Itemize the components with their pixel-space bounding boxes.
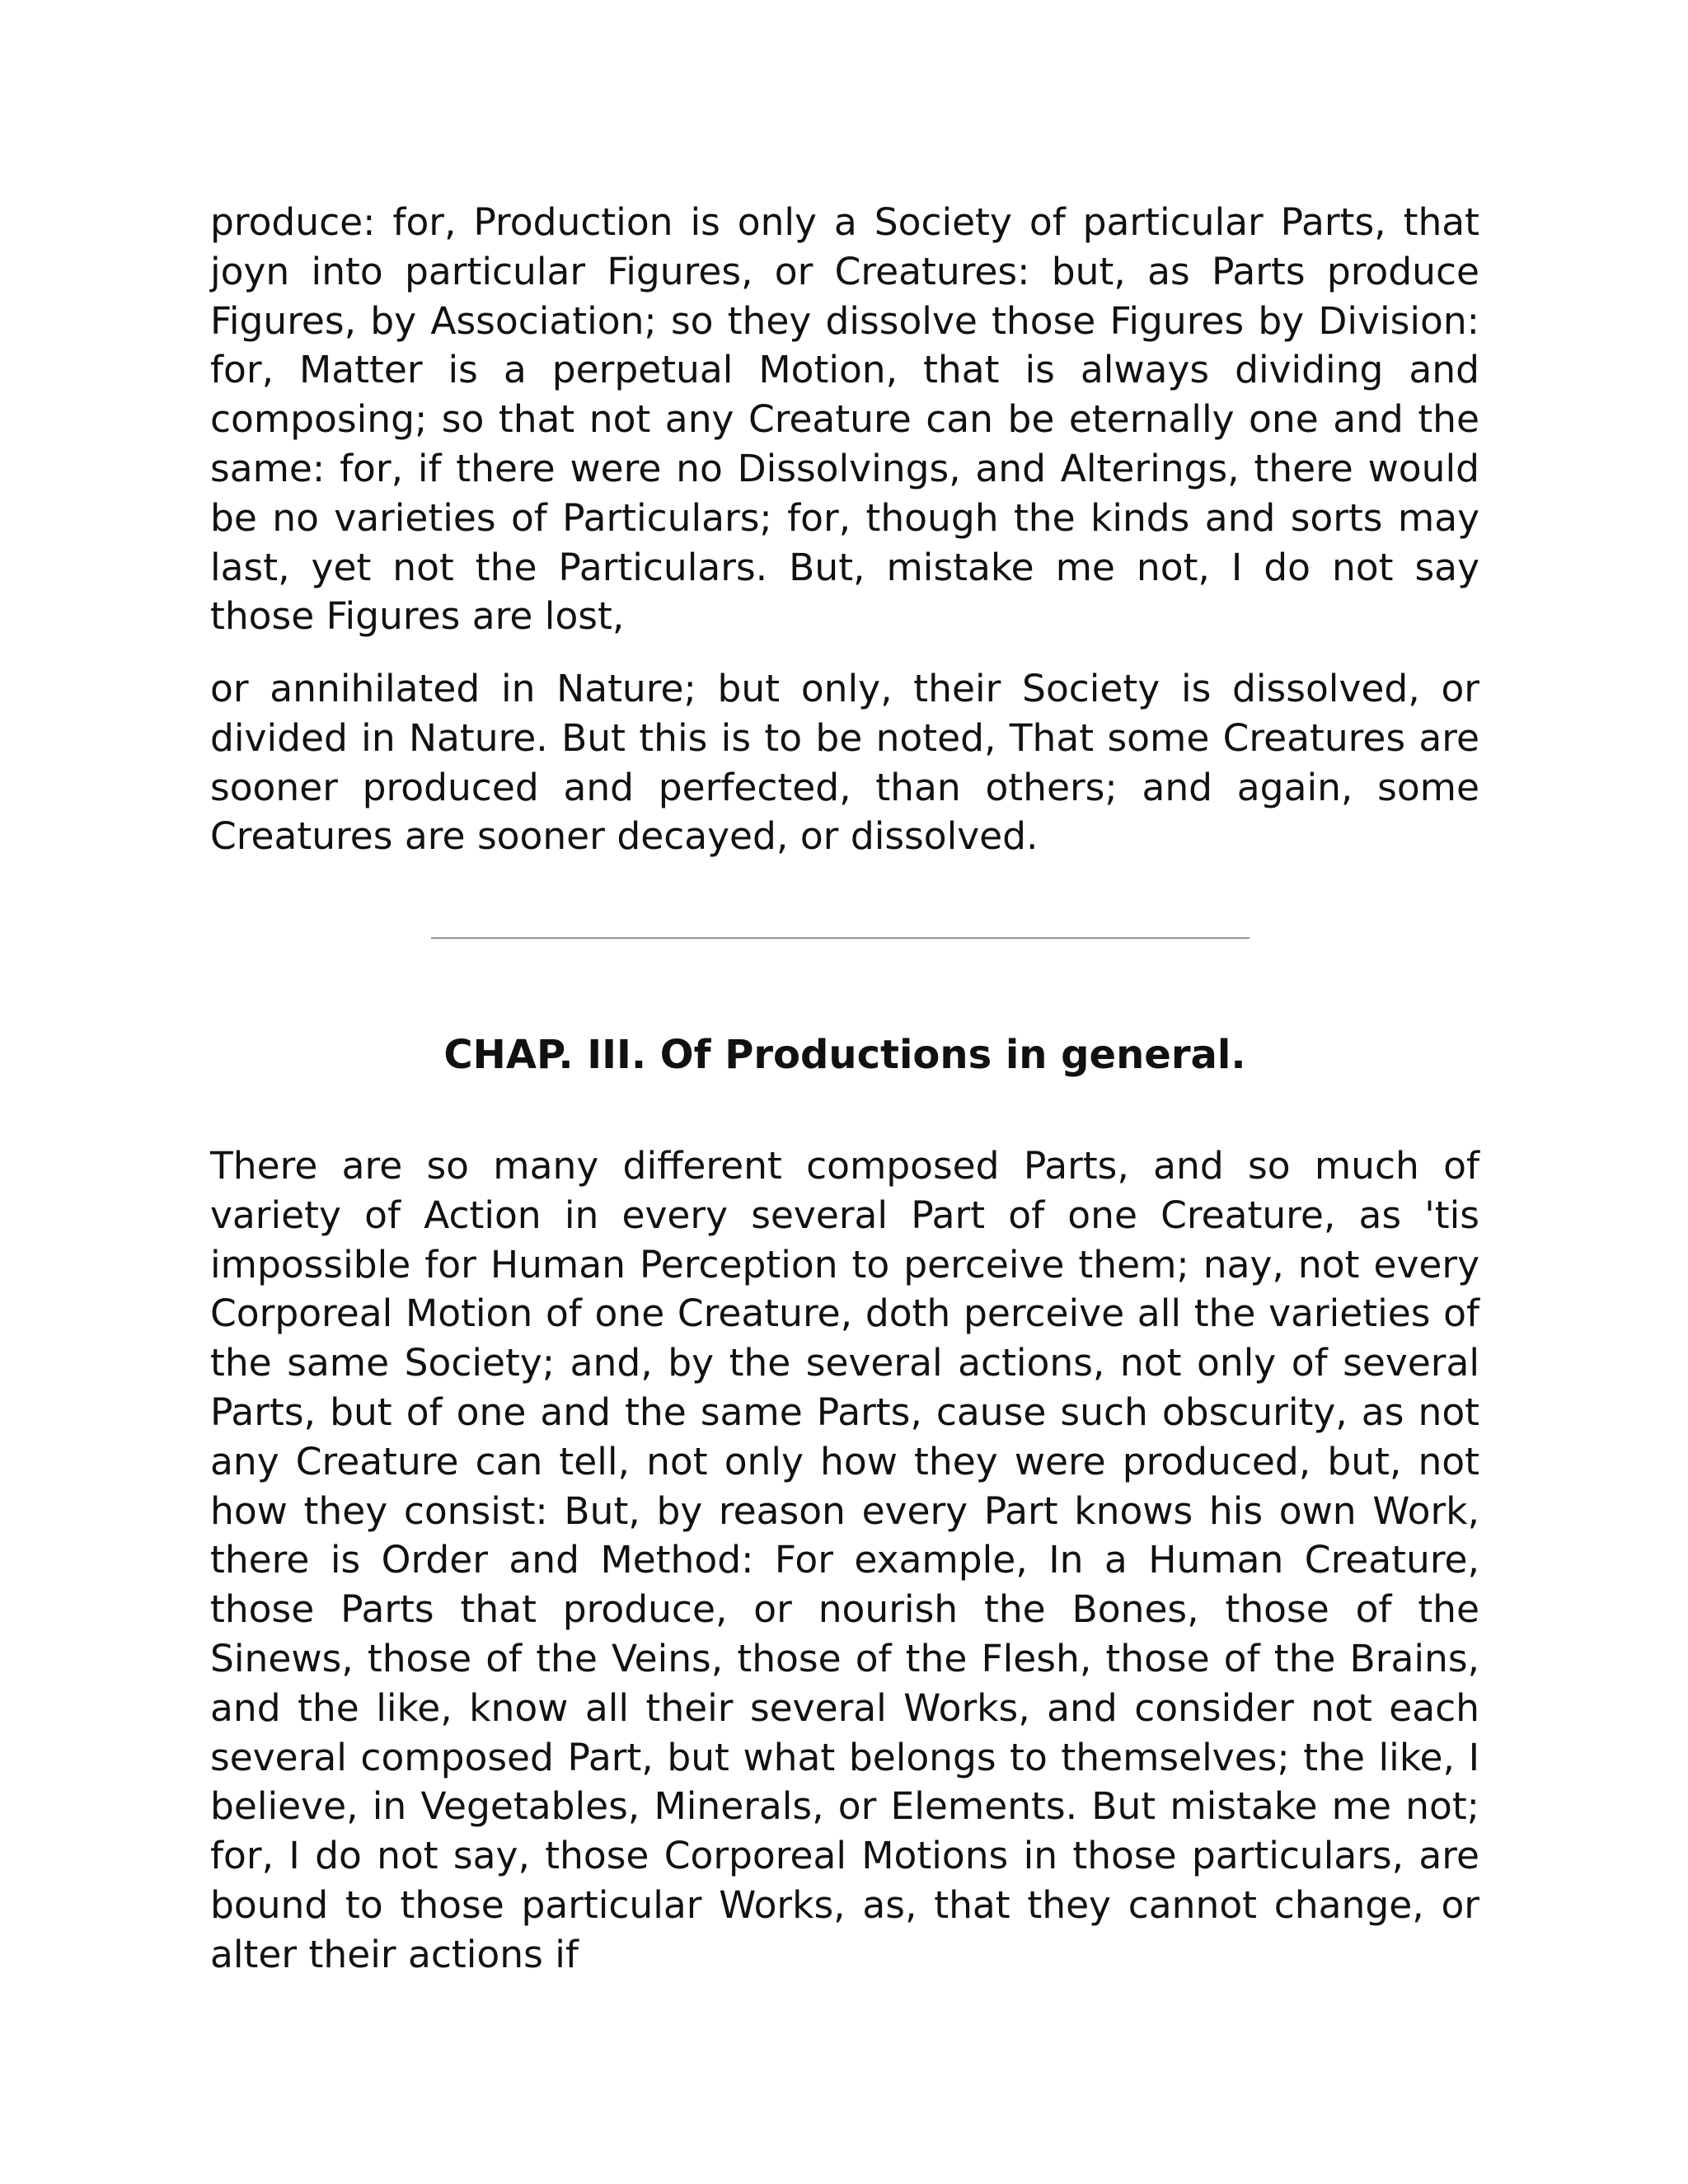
section-divider (431, 937, 1250, 940)
body-paragraph: produce: for, Production is only a Society of particular Parts, that joyn into particular Figures, or Creatures: but, as Parts produce Figures, by Association; so they dissolve those Figures by Division: for, Matter is a perpetual Motion, that is always dividing and composing; so that not any Creature can be eternally one and the same: for, if there were no Dissolvings, and Alterings, there would be no varieties of Particulars; for, though the kinds and sorts may last, yet not the Particulars. But, mistake me not, I do not say those Figures are lost, (210, 200, 1479, 639)
chapter-heading: CHAP. III. Of Productions in general. (443, 1032, 1246, 1078)
document-page (210, 0, 1479, 2184)
body-paragraph: or annihilated in Nature; but only, their Society is dissolved, or divided in Nature. But this is to be noted, That some Creatures are sooner produced and perfected, than others; and again, some Creatures are sooner decayed, or dissolved. (210, 667, 1479, 859)
chapter-paragraph: There are so many different composed Parts, and so much of variety of Action in every several Part of one Creature, as 'tis impossible for Human Perception to perceive them; nay, not every Corporeal Motion of one Creature, doth perceive all the varieties of the same Society; and, by the several actions, not only of several Parts, but of one and the same Parts, cause such obscurity, as not any Creature can tell, not only how they were produced, but, not how they consist: But, by reason every Part knows his own Work, there is Order and Method: For example, In a Human Creature, those Parts that produce, or nourish the Bones, those of the Sinews, those of the Veins, those of the Flesh, those of the Brains, and the like, know all their several Works, and consider not each several composed Part, but what belongs to themselves; the like, I believe, in Vegetables, Minerals, or Elements. But mistake me not; for, I do not say, those Corporeal Motions in those particulars, are bound to those particular Works, as, that they cannot change, or alter their actions if (210, 1144, 1479, 1976)
